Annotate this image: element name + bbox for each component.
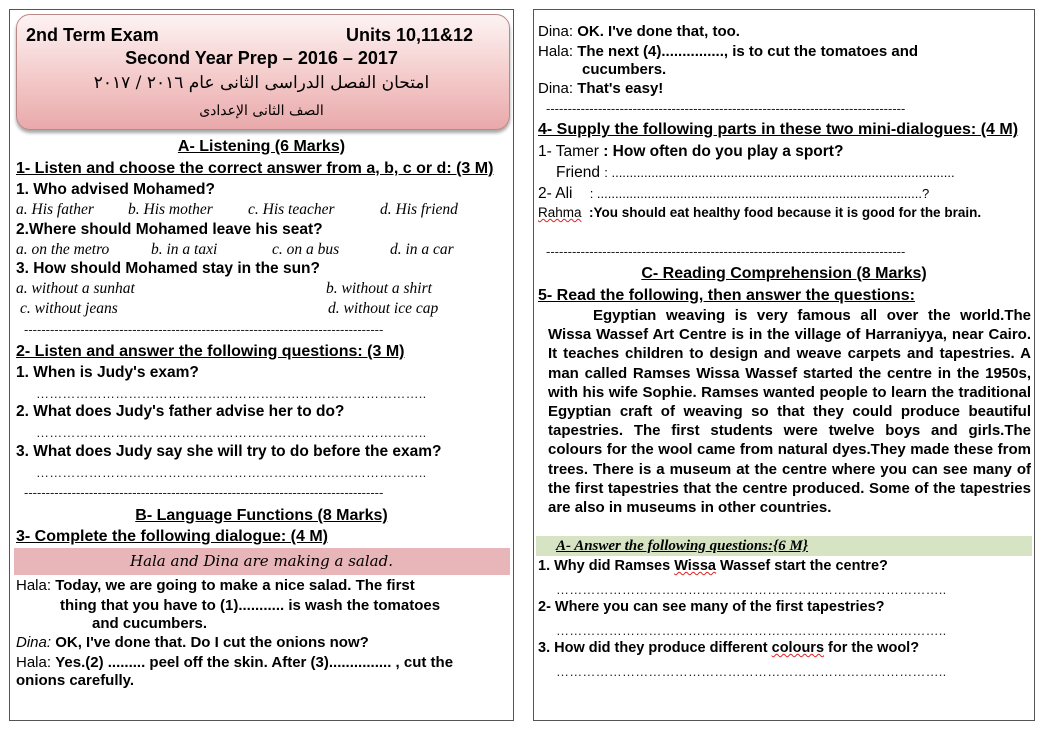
language-q4-heading: 4- Supply the following parts in these two mini-dialogues: (4 M) [538, 121, 1019, 138]
option-1b: b. His mother [128, 201, 213, 218]
year-subtitle: Second Year Prep – 2016 – 2017 [125, 48, 398, 68]
right-page [533, 9, 1035, 721]
exam-title: 2nd Term Exam [26, 25, 159, 45]
dialogue-line-10: Dina: That's easy! [538, 80, 664, 97]
option-2b: b. in a taxi [151, 241, 218, 258]
judy-question-3: 3. What does Judy say she will try to do before the exam? [16, 443, 442, 460]
dialogue-line-6: onions carefully. [16, 672, 135, 689]
separator-2: ----------------------------------------------------------------------------------- [24, 485, 384, 500]
reading-passage: Egyptian weaving is very famous all over the world.The Wissa Wassef Art Centre is in the village of Harraniyya, near Cairo. It teaches children to design and weave carpets and tapestries. A man called Ramses Wissa Wassef started the centre in the 1950s, with his wife Sophie. Ramses wanted people to learn the traditional Egyptian craft of weaving so that they could produce beautiful tapestries. The first students were twelve boys and girls.The colours for the wool came from natural dyes.They made these from trees. There is a museum at the centre where you can see many of the first tapestries that the centre produced. Some of the tapestries are also in museums in other countries. [548, 307, 1031, 517]
reading-question-3: 3. How did they produce different colours for the wool? [538, 640, 920, 656]
dialogue-line-9: cucumbers. [582, 61, 667, 78]
arabic-title: امتحان الفصل الدراسى الثانى عام ٢٠١٦ / ٢٠١٧ [93, 73, 430, 93]
answer-line-judy-3[interactable]: …………………………………………………………………………….. [36, 465, 427, 480]
left-page [9, 9, 514, 721]
language-title: B- Language Functions (8 Marks) [135, 507, 388, 524]
answer-line-reading-2[interactable]: …………………………………………………………………………….. [556, 623, 947, 638]
dialogue-line-4: Dina: OK, I've done that. Do I cut the onions now? [16, 634, 369, 651]
dialogue-line-7: Dina: OK. I've done that, too. [538, 23, 740, 40]
mini-friend[interactable]: Friend : ............................................................................................... [556, 164, 955, 181]
option-1d: d. His friend [380, 201, 458, 218]
judy-question-1: 1. When is Judy's exam? [16, 364, 199, 381]
dialogue-line-1: Hala: Today, we are going to make a nice salad. The first [16, 577, 415, 594]
question-2: 2.Where should Mohamed leave his seat? [16, 221, 323, 238]
separator-4: ----------------------------------------------------------------------------------- [546, 244, 906, 259]
reading-title: C- Reading Comprehension (8 Marks) [641, 265, 927, 282]
reading-question-2: 2- Where you can see many of the first tapestries? [538, 599, 885, 615]
question-3: 3. How should Mohamed stay in the sun? [16, 260, 320, 277]
option-3c: c. without jeans [20, 300, 118, 317]
dialogue-line-5: Hala: Yes.(2) ......... peel off the skin. After (3)............... , cut the [16, 654, 454, 671]
option-3b: b. without a shirt [326, 280, 432, 297]
option-3d: d. without ice cap [328, 300, 439, 317]
answer-line-reading-1[interactable]: …………………………………………………………………………….. [556, 582, 947, 597]
mini-ali[interactable]: 2- Ali : ..........................................................................................? [538, 185, 930, 202]
option-2a: a. on the metro [16, 241, 110, 258]
question-1: 1. Who advised Mohamed? [16, 181, 215, 198]
option-3a: a. without a sunhat [16, 280, 135, 297]
option-1a: a. His father [16, 201, 94, 218]
listening-q2-heading: 2- Listen and answer the following questions: (3 M) [16, 343, 405, 360]
listening-title: A- Listening (6 Marks) [177, 138, 346, 155]
dialogue-line-3: and cucumbers. [92, 615, 208, 632]
mini-tamer: 1- Tamer : How often do you play a sport? [538, 143, 844, 160]
option-1c: c. His teacher [248, 201, 335, 218]
answer-heading: A- Answer the following questions:{6 M} [556, 538, 809, 554]
answer-line-judy-2[interactable]: …………………………………………………………………………….. [36, 425, 427, 440]
language-q3-heading: 3- Complete the following dialogue: (4 M) [16, 528, 328, 545]
option-2d: d. in a car [390, 241, 454, 258]
reading-question-1: 1. Why did Ramses Wissa Wassef start the centre? [538, 558, 888, 574]
dialogue-line-2: thing that you have to (1)........... is wash the tomatoes [60, 597, 441, 614]
answer-line-reading-3[interactable]: …………………………………………………………………………….. [556, 664, 947, 679]
dialogue-banner-text: Hala and Dina are making a salad. [129, 552, 393, 570]
reading-q5-heading: 5- Read the following, then answer the questions: [538, 287, 915, 304]
dialogue-line-8: Hala: The next (4)..............., is to cut the tomatoes and [538, 43, 919, 60]
separator-3: ----------------------------------------------------------------------------------- [546, 101, 906, 116]
answer-line-judy-1[interactable]: …………………………………………………………………………….. [36, 386, 427, 401]
listening-q1-heading: 1- Listen and choose the correct answer from a, b, c or d: (3 M) [16, 160, 494, 177]
option-2c: c. on a bus [272, 241, 340, 258]
mini-rahma: Rahma :You should eat healthy food because it is good for the brain. [538, 205, 982, 220]
units-label: Units 10,11&12 [346, 25, 474, 45]
judy-question-2: 2. What does Judy's father advise her to do? [16, 403, 345, 420]
arabic-grade: الصف الثانى الإعدادى [199, 103, 324, 119]
separator-1: ----------------------------------------------------------------------------------- [24, 322, 384, 337]
